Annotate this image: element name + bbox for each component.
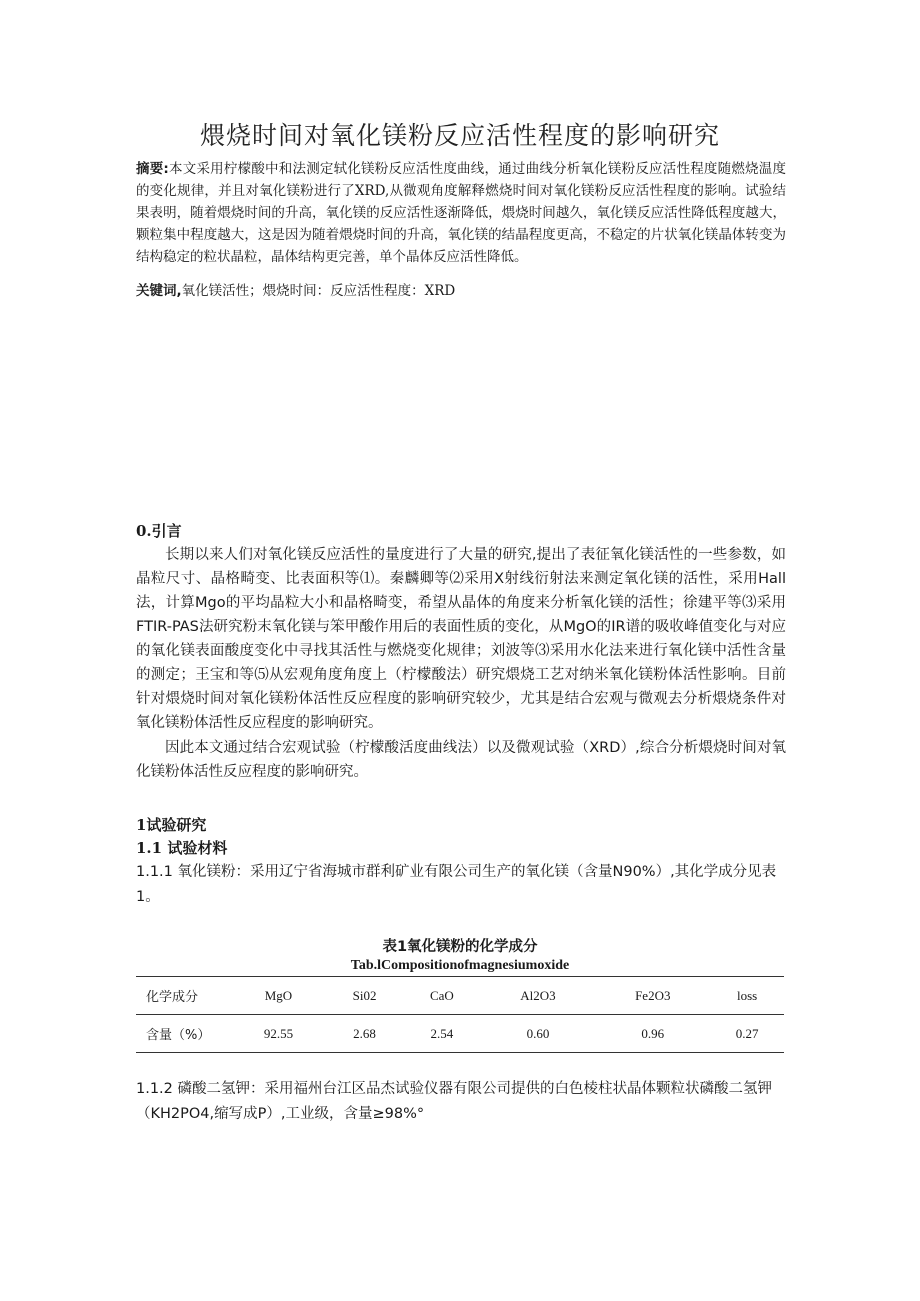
abstract-text: 本文采用柠檬酸中和法测定轼化镁粉反应活性度曲线，通过曲线分析氧化镁粉反应活性程度随燃烧温度的变化规律，并且对氧化镁粉进行了XRD,从微观角度解释燃烧时间对氧化镁粉反应活性程度的影响。试验结果表明，随着煨烧时间的升高，氧化镁的反应活性逐渐降低，煨烧时间越久，氧化镁反应活性降低程度越大，颗粒集中程度越大，这是因为随着煨烧时间的升高，氧化镁的结晶程度更高，不稳定的片状氧化镁晶体转变为结构稳定的粒状晶粒，晶体结构更完善，单个晶体反应活性降低。 — [136, 161, 786, 265]
keywords — [136, 281, 786, 301]
table-cell: 含量（%） — [136, 1015, 231, 1053]
composition-table — [136, 976, 784, 1053]
table-cell: 92.55 — [231, 1015, 326, 1053]
table-header-row — [136, 977, 784, 1015]
table-header-cell: Al2O3 — [481, 977, 596, 1015]
table-caption-en: Tab.lCompositionofmagnesiumoxide — [350, 958, 570, 973]
paper-title: 煨烧时间对氧化镁粉反应活性程度的影响研究 — [199, 121, 720, 150]
item-1-1-2: 1.1.2 磷酸二氢钾：采用福州台江区品杰试验仪器有限公司提供的白色棱柱状晶体颗粒状磷酸二氢钾（KH2PO4,缩写成P）,工业级，含量≥98%° — [136, 1081, 772, 1122]
section-1-1-heading: 1.1 试验材料 — [136, 839, 228, 857]
item-1-1-1: 1.1.1 氧化镁粉：采用辽宁省海城市群利矿业有限公司生产的氧化镁（含量N90%）,其化学成分见表1。 — [136, 864, 777, 905]
table-cell: 0.96 — [595, 1015, 710, 1053]
table-cell: 2.54 — [403, 1015, 480, 1053]
table-header-cell: Si02 — [326, 977, 403, 1015]
keywords-text: 氧化镁活性；煨烧时间：反应活性程度：XRD — [181, 283, 456, 299]
table-row — [136, 1015, 784, 1053]
table-header-cell: Fe2O3 — [595, 977, 710, 1015]
table-cell: 2.68 — [326, 1015, 403, 1053]
table-caption-cn: 表1氧化镁粉的化学成分 — [382, 939, 538, 955]
table-header-cell: MgO — [231, 977, 326, 1015]
intro-paragraph-2: 因此本文通过结合宏观试验（柠檬酸活度曲线法）以及微观试验（XRD）,综合分析煨烧时间对氧化镁粉体活性反应程度的影响研究。 — [136, 740, 786, 780]
intro-heading: 0.引言 — [136, 522, 182, 540]
table-cell: 0.27 — [710, 1015, 784, 1053]
table-header-cell: 化学成分 — [136, 977, 231, 1015]
keywords-label: 关键词, — [136, 283, 182, 299]
abstract — [136, 158, 786, 268]
table-cell: 0.60 — [481, 1015, 596, 1053]
table-header-cell: CaO — [403, 977, 480, 1015]
intro-paragraph-1: 长期以来人们对氧化镁反应活性的量度进行了大量的研究,提出了表征氧化镁活性的一些参数，如晶粒尺寸、晶格畸变、比表面积等⑴。秦麟卿等⑵采用X射线衍射法来测定氧化镁的活性，采用Hall法，计算Mgo的平均晶粒大小和晶格畸变，希望从晶体的角度来分析氧化镁的活性；徐建平等⑶采用FTIR-PAS法研究粉末氧化镁与笨甲酸作用后的表面性质的变化，从MgO的IR谱的吸收峰值变化与对应的氧化镁表面酸度变化中寻找其活性与燃烧变化规律；刘波等⑶采用水化法来进行氧化镁中活性含量的测定；王宝和等⑸从宏观角度角度上（柠檬酸法）研究煨烧工艺对纳米氧化镁粉体活性影响。目前针对煨烧时间对氧化镁粉体活性反应程度的影响研究较少，尤其是结合宏观与微观去分析煨烧条件对氧化镁粉体活性反应程度的影响研究。 — [136, 547, 786, 731]
section-1-heading: 1试验研究 — [136, 816, 207, 834]
table-header-cell: loss — [710, 977, 784, 1015]
abstract-label: 摘要: — [136, 161, 169, 177]
